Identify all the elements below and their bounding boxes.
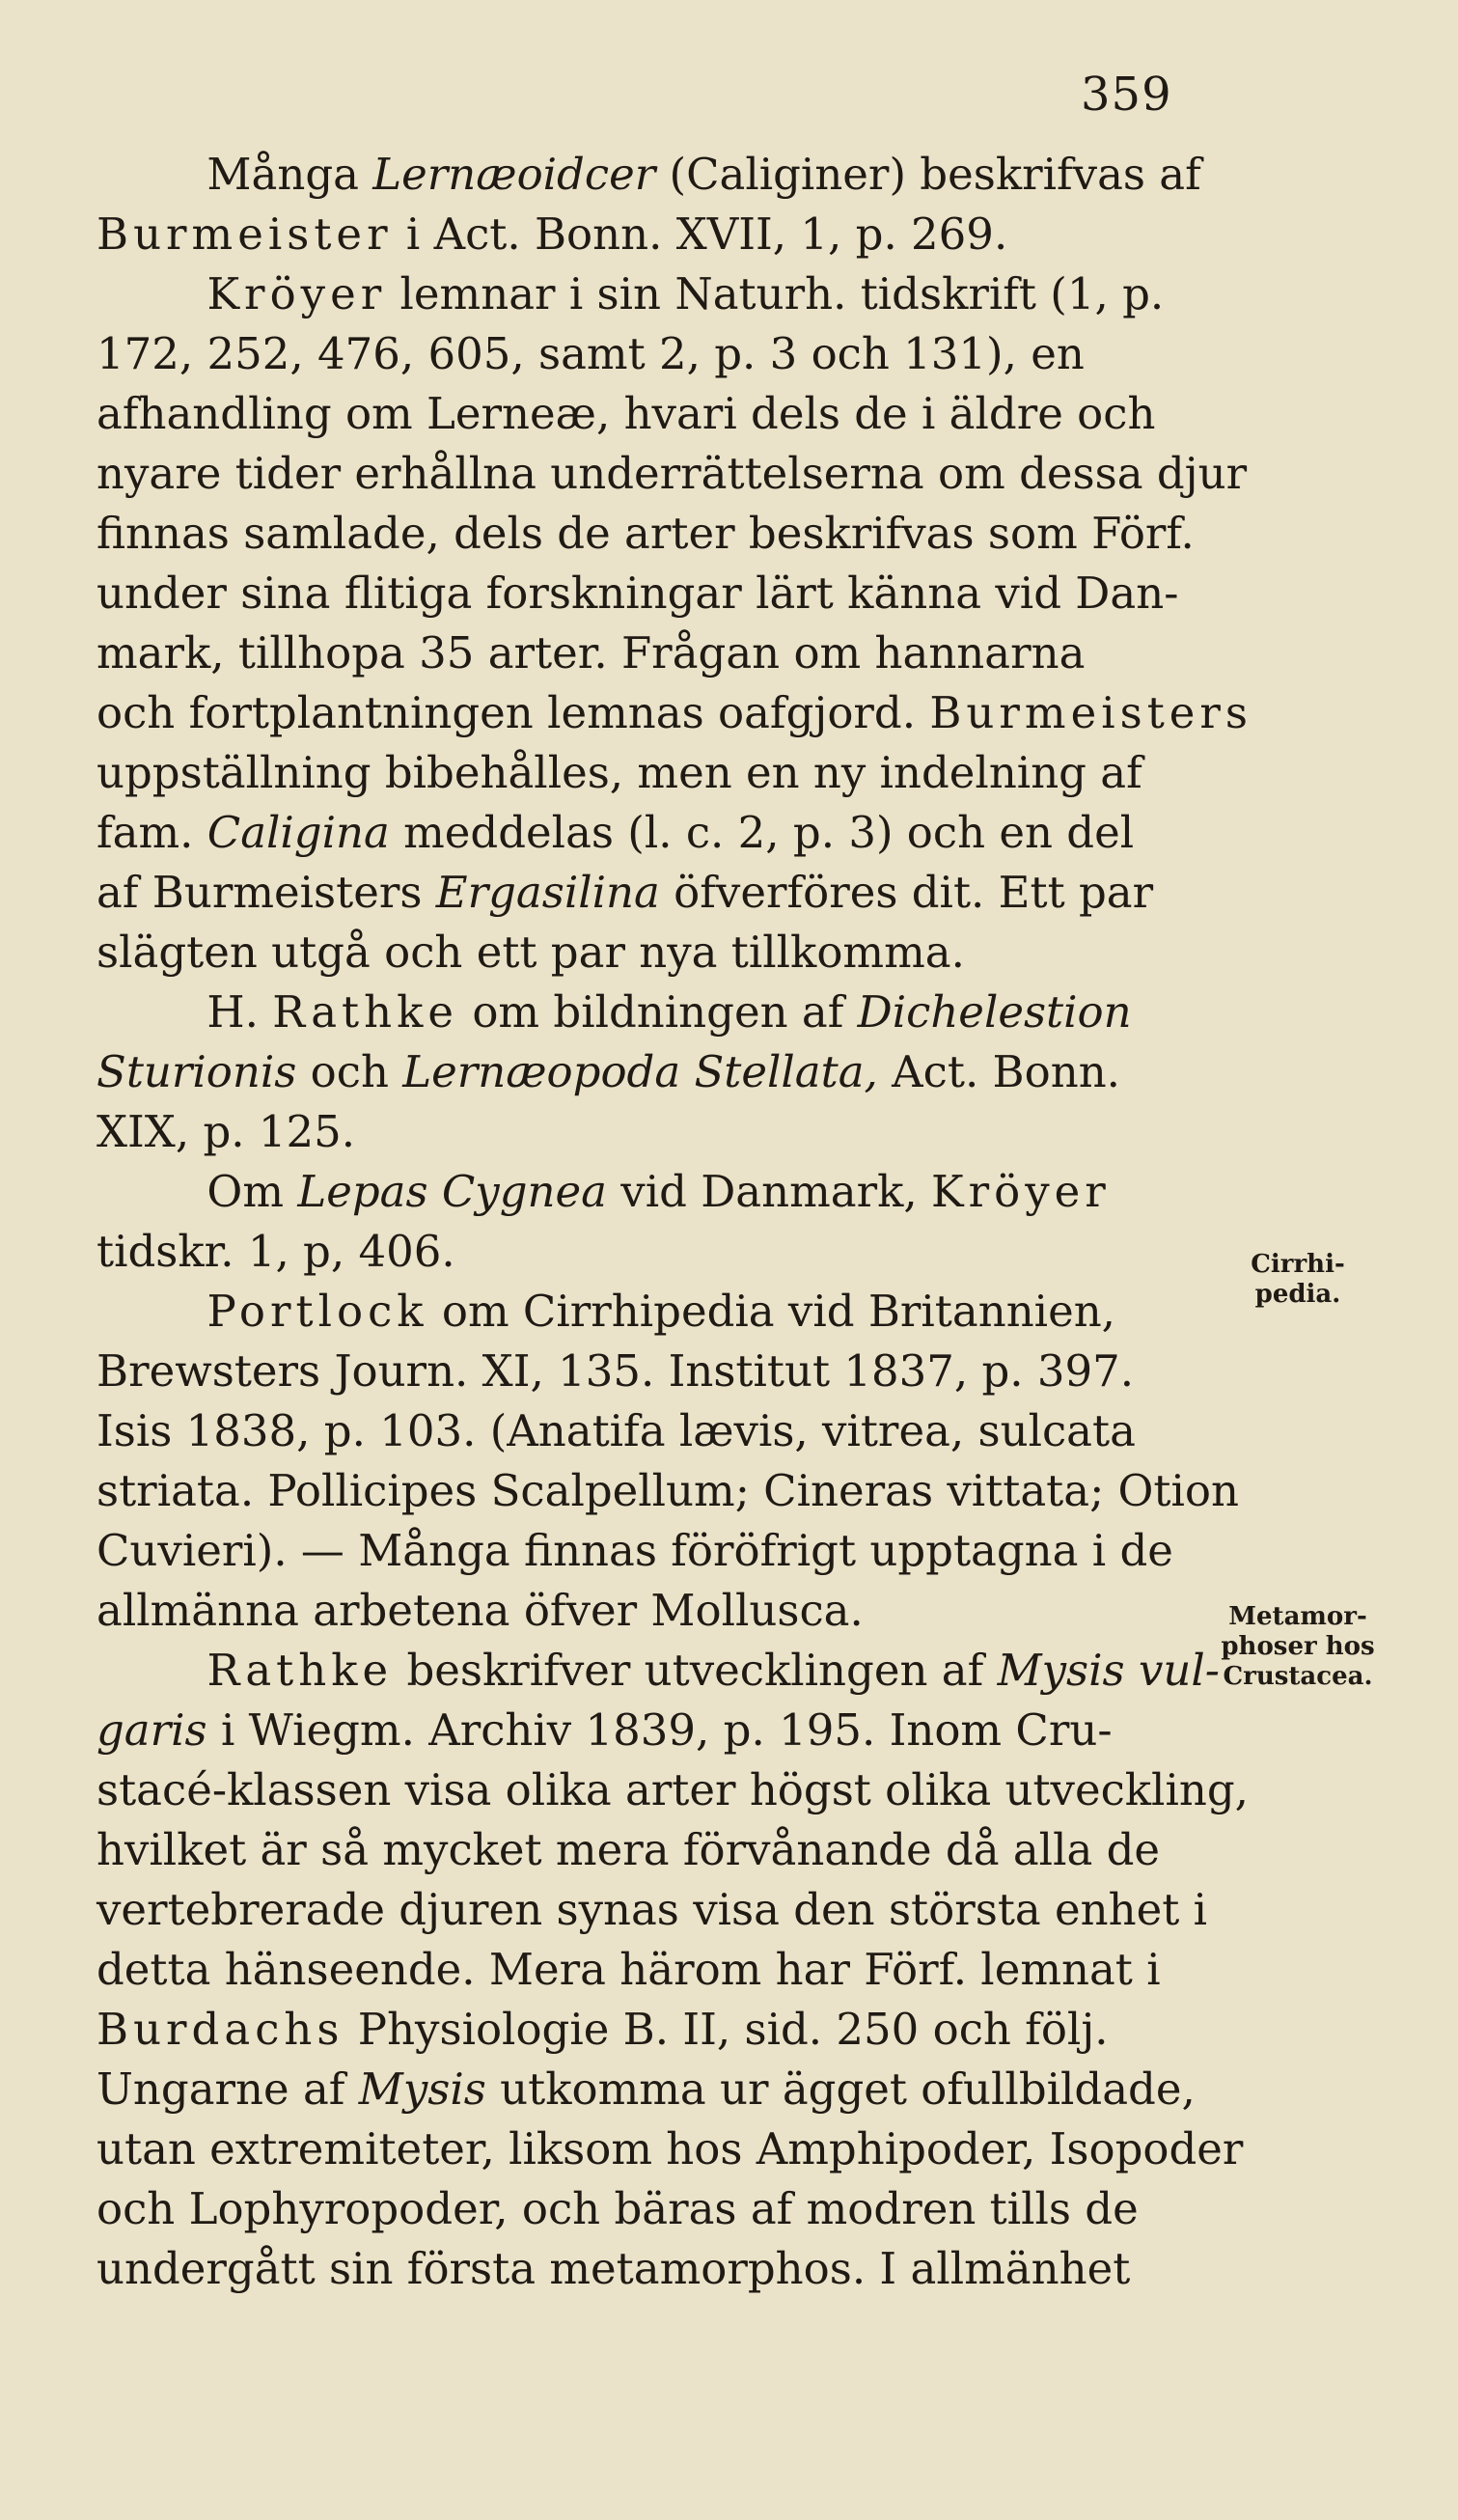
text-segment: om Cirrhipedia vid Britannien, — [427, 1286, 1115, 1337]
body-text — [96, 145, 1253, 2299]
text-segment: H. — [96, 986, 273, 1038]
text-line — [96, 683, 1253, 743]
spaced-name-segment: Rathke — [206, 1645, 394, 1696]
text-line — [96, 983, 1216, 1042]
italic-segment: Mysis — [358, 2063, 486, 2115]
text-line — [96, 1581, 1216, 1641]
text-line — [96, 923, 1216, 983]
text-line — [96, 863, 1216, 923]
italic-segment: Mysis vul- — [997, 1645, 1220, 1696]
spaced-name-segment: Burmeisters — [929, 687, 1253, 738]
text-line — [96, 324, 1216, 384]
spaced-name-segment: Kröyer — [206, 268, 387, 319]
text-line — [96, 2119, 1244, 2179]
text-segment: stacé-klassen visa olika arter högst olika utveckling, — [96, 1764, 1249, 1815]
text-segment: lemnar i sin Naturh. tidskrift (1, p. — [386, 268, 1165, 319]
text-line — [96, 145, 1216, 205]
text-segment: finnas samlade, dels de arter beskrifvas som Förf. — [96, 508, 1195, 559]
text-segment: hvilket är så mycket mera förvånande då alla de — [96, 1824, 1161, 1875]
text-line — [96, 1521, 1216, 1581]
italic-segment: Sturionis — [96, 1046, 297, 1097]
text-line — [96, 444, 1248, 504]
text-segment: om bildningen af — [458, 986, 858, 1038]
text-segment: fam. — [96, 807, 207, 858]
text-line — [96, 743, 1216, 803]
text-segment: Om — [96, 1166, 298, 1217]
spaced-name-segment: Kröyer — [930, 1166, 1111, 1217]
text-line — [96, 803, 1216, 863]
text-segment: nyare tider erhållna underrättelserna om dessa djur — [96, 448, 1248, 499]
text-segment: vertebrerade djuren synas visa den största enhet i — [96, 1884, 1208, 1935]
marginal-note-cirrhipedia — [1221, 1250, 1375, 1310]
italic-segment: garis — [96, 1704, 207, 1756]
text-line — [96, 2060, 1216, 2119]
text-segment: meddelas (l. c. 2, p. 3) och en del — [389, 807, 1135, 858]
text-segment: Brewsters Journ. XI, 135. Institut 1837, p. 397. — [96, 1345, 1135, 1397]
spaced-name-segment: Burmeister — [96, 208, 393, 260]
text-line — [96, 1461, 1239, 1521]
text-segment: tidskr. 1, p, 406. — [96, 1226, 455, 1277]
text-segment: utan extremiteter, liksom hos Amphipoder, Isopoder — [96, 2123, 1244, 2174]
text-segment: Cuvieri). — Många finnas föröfrigt upptagna i de — [96, 1525, 1173, 1576]
text-segment: vid Danmark, — [606, 1166, 931, 1217]
text-segment: utkomma ur ägget ofullbildade, — [485, 2063, 1196, 2115]
text-segment: allmänna arbetena öfver Mollusca. — [96, 1585, 864, 1636]
text-segment: under sina flitiga forskningar lärt känna vid Dan- — [96, 568, 1179, 619]
text-segment: 172, 252, 476, 605, samt 2, p. 3 och 131), en — [96, 328, 1085, 379]
text-line — [96, 2000, 1216, 2060]
text-line — [96, 2239, 1216, 2299]
text-segment: Isis 1838, p. 103. (Anatifa lævis, vitrea, sulcata — [96, 1405, 1136, 1456]
text-line — [96, 1282, 1216, 1342]
text-segment: beskrifver utvecklingen af — [393, 1645, 998, 1696]
text-segment: afhandling om Lerneæ, hvari dels de i äldre och — [96, 388, 1156, 439]
text-segment: slägten utgå och ett par nya tillkomma. — [96, 927, 965, 978]
text-segment: och fortplantningen lemnas oafgjord. — [96, 687, 930, 738]
text-segment — [96, 1286, 206, 1337]
text-line — [96, 384, 1216, 444]
text-line — [96, 1880, 1216, 1940]
text-line — [96, 1342, 1216, 1401]
italic-segment: Lernæoidcer — [372, 149, 656, 200]
spaced-name-segment: Rathke — [272, 986, 459, 1038]
text-segment: och — [296, 1046, 403, 1097]
text-segment — [96, 268, 206, 319]
text-line — [96, 1641, 1220, 1701]
text-line — [96, 1401, 1216, 1461]
text-segment: striata. Pollicipes Scalpellum; Cineras vittata; Otion — [96, 1465, 1239, 1516]
page-number: 359 — [1081, 68, 1172, 122]
text-line — [96, 1042, 1216, 1102]
text-segment: detta hänseende. Mera härom har Förf. lemnat i — [96, 1944, 1161, 1995]
text-segment: (Caliginer) beskrifvas af — [655, 149, 1201, 200]
text-line — [96, 1222, 1216, 1282]
italic-segment: Lernæopoda Stellata, — [402, 1046, 878, 1097]
italic-segment: Ergasilina — [435, 867, 660, 918]
text-segment: och Lophyropoder, och bäras af modren tills de — [96, 2183, 1139, 2234]
text-segment: mark, tillhopa 35 arter. Frågan om hannarna — [96, 627, 1086, 678]
marginal-note-text: Cirrhi- pedia. — [1251, 1250, 1345, 1309]
text-segment — [96, 1645, 206, 1696]
text-line — [96, 564, 1216, 623]
italic-segment: Dichelestion — [857, 986, 1132, 1038]
text-segment: Ungarne af — [96, 2063, 359, 2115]
text-segment: uppställning bibehålles, men en ny indelning af — [96, 747, 1142, 798]
text-segment: öfverföres dit. Ett par — [659, 867, 1154, 918]
italic-segment: Lepas Cygnea — [297, 1166, 607, 1217]
marginal-note-metamorphoser — [1221, 1602, 1375, 1692]
text-segment: i Wiegm. Archiv 1839, p. 195. Inom Cru- — [206, 1704, 1113, 1756]
text-line — [96, 1102, 1216, 1162]
text-segment: XIX, p. 125. — [96, 1106, 356, 1157]
text-line — [96, 1940, 1216, 2000]
text-segment: i Act. Bonn. XVII, 1, p. 269. — [392, 208, 1008, 260]
text-line — [96, 623, 1216, 683]
text-line — [96, 2179, 1216, 2239]
text-line — [96, 504, 1216, 564]
text-segment: af Burmeisters — [96, 867, 436, 918]
text-segment: Act. Bonn. — [877, 1046, 1120, 1097]
spaced-name-segment: Portlock — [206, 1286, 428, 1337]
text-segment: undergått sin första metamorphos. I allmänhet — [96, 2243, 1131, 2294]
text-line — [96, 205, 1216, 264]
text-line — [96, 1162, 1216, 1222]
marginal-note-text: Metamor- phoser hos Crustacea. — [1221, 1602, 1375, 1691]
text-line — [96, 1701, 1216, 1760]
italic-segment: Caligina — [206, 807, 390, 858]
text-segment: Många — [96, 149, 373, 200]
spaced-name-segment: Burdachs — [96, 2004, 344, 2055]
text-line — [96, 264, 1216, 324]
text-line — [96, 1760, 1249, 1820]
text-line — [96, 1820, 1216, 1880]
text-segment: Physiologie B. II, sid. 250 och följ. — [344, 2004, 1109, 2055]
